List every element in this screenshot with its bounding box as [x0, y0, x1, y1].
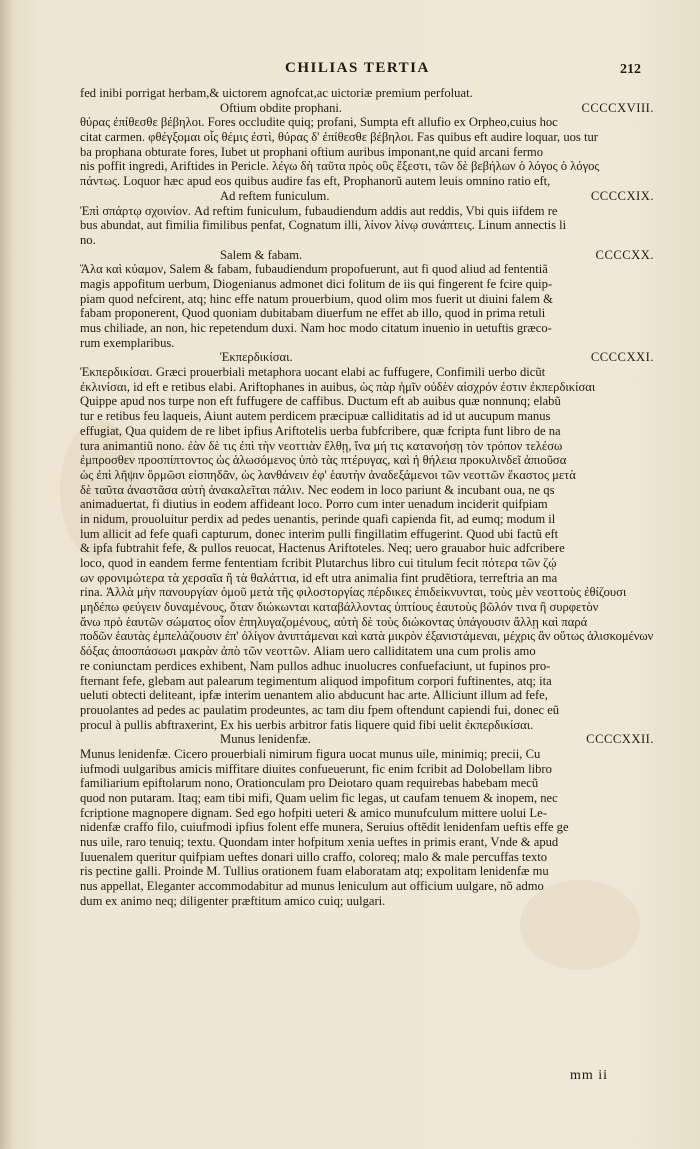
text-line: fcriptione magnopere dignam. Sed ego hofpiti ueteri & amico munufculum mittere uolui Le-	[80, 805, 547, 820]
text-line: magis appofitum uerbum, Diogenianus admonet dici folitum de iis qui fingerent fe fcire quip-	[80, 276, 553, 291]
adage-number: CCCCXX.	[595, 247, 654, 262]
text-line: lum allicit ad fefe quafi capturum, donec interim pulli fingillatim effugerint. Quod ubi factũ eft	[80, 526, 559, 541]
adage-number: CCCCXIX.	[590, 188, 654, 203]
text-line: rina. Ἀλλὰ μὴν πανουργίαν ὁμοῦ μετὰ τῆς φιλοστοργίας πέρδικες ἐπιδείκνυνται, τοὺς μὲν νεοττοὺς ἐθίζουσι	[80, 585, 627, 600]
text-line: nidenfæ craffo filo, cuiufmodi ipfius folent effe munera, Seruius oftẽdit lenidenfam ueftis effe ge	[80, 820, 569, 835]
text-line: Munus lenidenfæ. Cicero prouerbiali nimirum figura uocat munus uile, minimiq; precii, Cu	[80, 746, 541, 761]
text-line: tur e retibus feu laqueis, Aiunt autem perdicem præcipuæ calliditatis ad id ut aucupum manus	[80, 409, 551, 424]
text-line: nis poffit ingredi, Ariftides in Pericle. λέγω δὴ ταῦτα πρὸς οὓς ἔξεστι, τῶν δὲ βεβήλων ὁ λόγος ὁ λόγος	[80, 159, 600, 174]
text-line: no.	[80, 232, 96, 247]
adage-title: Salem & fabam.	[220, 247, 303, 262]
text-line: nus uile, raro tenuiq; textu. Quondam inter hofpitum xenia ueftes in primis erant, Vnde & apud	[80, 835, 559, 850]
adage-heading	[80, 101, 654, 116]
adage-number: CCCCXXII.	[586, 732, 654, 747]
text-line: Ἅλα καὶ κύαμον, Salem & fabam, fubaudiendum propofuerunt, aut fi quod aliud ad fententiã	[80, 262, 548, 277]
adage-number: CCCCXVIII.	[581, 100, 654, 115]
adage-heading	[80, 189, 654, 204]
text-line: dum ex animo neq; diligenter præftitum amico cuiq; uulgari.	[80, 893, 386, 908]
adage-title: Oftium obdite prophani.	[220, 100, 343, 115]
text-line: Quippe apud nos turpe non eft fuffugere de caffibus. Ductum eft ab auibus quæ nonnunq; elabũ	[80, 394, 561, 409]
text-line: Ἐπὶ σπάρτῳ σχοινίον. Ad reftim funiculum, fubaudiendum addis aut reddis, Vbi quis iifdem re	[80, 203, 558, 218]
text-line: δόξας ἀποσπάσωσι μακρὰν ἀπὸ τῶν νεοττῶν. Aliam uero calliditatem una cum prolis amo	[80, 644, 536, 659]
folio-number: 212	[620, 62, 641, 77]
text-line: ba prophana obturate fores, Iubet ut prophani oftium auribus imponant,ne quid arcani fermo	[80, 144, 544, 159]
text-line: familiarium epiftolarum nono, Orationculam pro Deiotaro quam requirebas habebam mecũ	[80, 776, 539, 791]
adage-heading	[80, 350, 654, 365]
text-line: fabam proponerent, Quod quoniam dubitabam diuerfum ne effet ab illo, quod in prima retuli	[80, 306, 546, 321]
text-line: mus chiliade, an non, hic repetendum duxi. Nam hoc modo citatum inuenio in uetuftis græco-	[80, 321, 552, 335]
text-line: fed inibi porrigat herbam,& uictorem agnofcat,ac uictoriæ premium perfoluat.	[80, 86, 473, 100]
text-line: prouolantes ad pedes ac paulatim prodeuntes, ac tam diu fpem oftendunt capiendi fui, donec eũ	[80, 702, 560, 717]
text-line: re coniunctam perdices exhibent, Nam pullos adhuc inuolucres confuefaciunt, ut fupinos pro-	[80, 658, 551, 673]
text-line: effugiat, Qua quidem de re libet ipfius Ariftotelis uerba fubfcribere, quæ fcripta funt libro de na	[80, 423, 561, 438]
text-line: ris pectine galli. Proinde M. Tullius orationem fuam elaboratam atq; expolitam lenidenfæ mu	[80, 864, 549, 879]
text-line: nus appellat, Eleganter accommodabitur ad munus leniculum aut officium uulgare, nõ admo	[80, 879, 544, 894]
adage-heading	[80, 732, 654, 747]
adage-title: Ἐκπερδικίσαι.	[220, 350, 293, 365]
text-line: ueluti obtecti deliteant, ipfæ interim uenantem alio abducunt hac arte. Alliciunt illum ad fefe,	[80, 688, 548, 703]
text-line: ὡς ἐπὶ λῆψιν ὅρμῶσι εἰσπηδᾶν, ὡς λανθάνειν ἐφ' ἑαυτὴν ἀναδεξάμενοι τῶν νεοττῶν ἕκαστος μετὰ	[80, 467, 576, 482]
text-line: ἐκλινίσαι, id eft e retibus elabi. Ariftophanes in auibus, ὡς πὰρ ἡμῖν οὐδὲν αἰσχρόν ἐστιν ἐκπερδικίσαι	[80, 379, 596, 394]
text-line: in nidum, prouoluitur perdix ad pedes uenantis, perinde quafi capienda fit, ad eumq; modum il	[80, 511, 556, 526]
adage-number: CCCCXXI.	[590, 350, 654, 365]
gutter-shadow	[0, 0, 14, 1149]
text-line: loco, quod in eandem ferme fententiam fcribit Plutarchus libro cui titulum fecit πότερα τῶν ζῴ	[80, 556, 557, 570]
text-line: Ἐκπερδικίσαι. Græci prouerbiali metaphora uocant elabi ac fuffugere, Confimili uerbo dicũt	[80, 365, 546, 380]
text-line: fternant fefe, glebam aut palearum tegimentum aliquod impofitum corpori fuftinentes, atq; ita	[80, 673, 552, 688]
text-line: Iuuenalem queritur quifpiam ueftes donari uillo craffo, coloreq; malo & male percuffas texto	[80, 849, 548, 864]
text-line: procul à pullis abftraxerint, Ex his uerbis arbitror fatis liquere quid fibi uelit ἐκπερδικίσαι.	[80, 717, 534, 732]
text-line: iufmodi uulgaribus amicis miffitare diuites confueuerunt, fic enim fcribit ad Dolobellam libro	[80, 761, 552, 776]
text-line: ποδῶν ἑαυτὰς ἐμπελάζουσιν ἐπ' ὀλίγον ἀνιπτάμεναι καὶ κατὰ μικρὸν ἐξανιστάμεναι, μέχρις ἂν οὕτως ἁλισκομένων	[80, 629, 654, 644]
signature-mark: mm ii	[570, 1068, 609, 1083]
text-line: ἄνω πρὸ ἑαυτῶν σώματος οἷον ἐπηλυγαζομένους, αὐτὴ δὲ τοὺς διώκοντας ὑπάγουσιν ἄλλῃ καὶ παρά	[80, 614, 588, 629]
text-line: ἐμπροσθεν προσπίπτοντος ὡς ἁλωσόμενος ὑπὸ τὰς πτέρυγας, καὶ ἡ θήλεια προκυλινδεῖ ἀπιοῦσα	[80, 453, 567, 468]
text-line: μηδέπω φεύγειν δυναμένους, ὅταν διώκωνται καταβάλλοντας ὑπτίους ἑαυτοὺς βῶλόν τινα ἢ συρφετὸν	[80, 600, 599, 615]
text-line: piam quod nefcirent, atq; hinc effe natum prouerbium, quod olim mos fuerit ut diuini falem &	[80, 291, 553, 306]
text-line: bus abundat, aut fimilia fimilibus penfat, Cognatum illi, λίνον λίνῳ συνάπτεις. Linum annectis li	[80, 218, 567, 233]
text-line: animaduertat, fi diutius in eodem affideant loco. Porro cum inter uenadum inciderit quifpiam	[80, 497, 548, 512]
adage-title: Munus lenidenfæ.	[220, 732, 311, 747]
text-line: & ipfa fubtrahit fefe, & pullos reuocat, Hactenus Ariftoteles. Neq; uero grauabor huic adfcribere	[80, 541, 565, 556]
text-line: ων φρονιμώτερα τὰ χερσαῖα ἢ τὰ θαλάττια, id eft utra animalia fint prudẽtiora, terreftria an ma	[80, 570, 558, 585]
text-line: πάντως. Loquor hæc apud eos quibus audire fas eft, Prophanorũ autem leuis omnino ratio eft,	[80, 174, 551, 189]
text-line: quod non putaram. Itaq; eam tibi mifi, Quam uelim fic legas, ut caufam tenuem & inopem, nec	[80, 791, 558, 805]
text-line: θύρας ἐπίθεσθε βέβηλοι. Fores occludite quiq; profani, Sumpta eft allufio ex Orpheo,cuius hoc	[80, 115, 558, 130]
text-line: rum exemplaribus.	[80, 335, 175, 350]
running-head: CHILIAS TERTIA	[285, 60, 430, 76]
text-line: δὲ ταῦτα ἀναστᾶσα αὐτὴ ἀνακαλεῖται πάλιν. Nec eodem in loco pariunt & incubant oua, ne qs	[80, 482, 555, 497]
adage-heading	[80, 248, 654, 263]
text-line: tura animantiũ nono. ἐὰν δὲ τις ἐπὶ τὴν νεοττιὰν ἔλθῃ, ἵνα μή τις κατανοήσῃ τὸν τρόπον τελέσω	[80, 438, 563, 453]
text-line: citat carmen. φθέγξομαι οἷς θέμις ἐστὶ, θύρας δ' ἐπίθεσθε βέβηλοι. Fas quibus eft audire loquar, uos tur	[80, 130, 598, 145]
adage-title: Ad reftem funiculum.	[220, 188, 330, 203]
body-text	[80, 86, 654, 909]
